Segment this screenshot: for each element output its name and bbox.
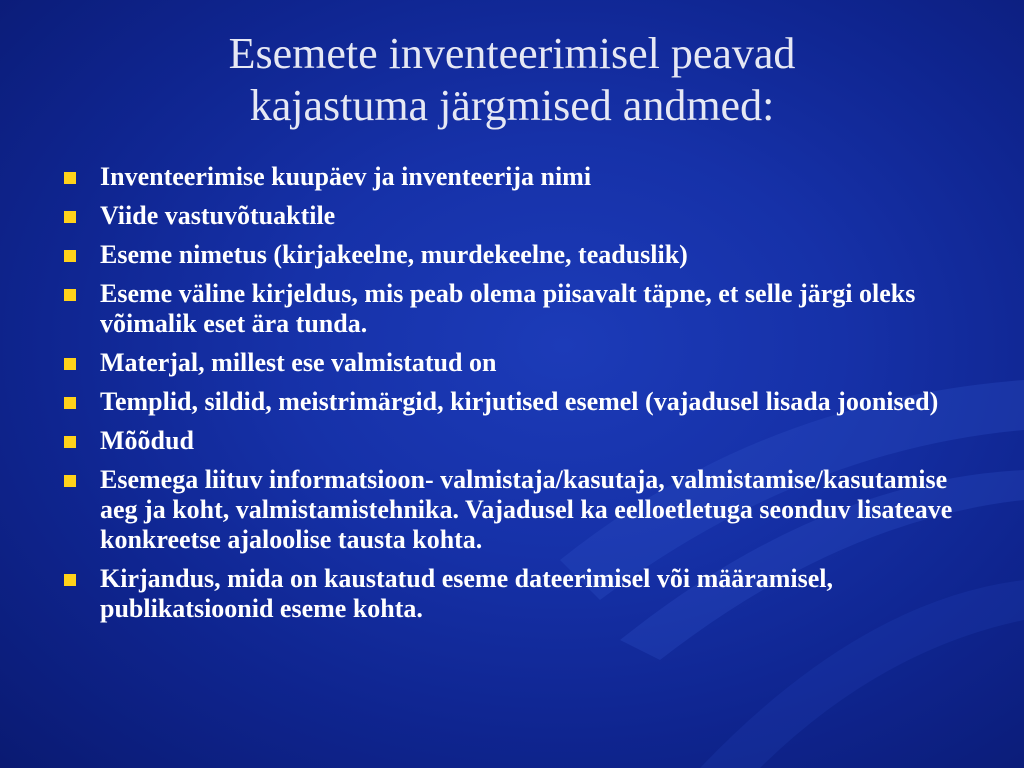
square-bullet-icon (64, 475, 76, 487)
bullet-text: Eseme väline kirjeldus, mis peab olema piisavalt täpne, et selle järgi oleks võimalik eset ära tunda. (100, 279, 916, 338)
bullet-text: Viide vastuvõtuaktile (100, 201, 336, 230)
bullet-list (60, 162, 980, 633)
square-bullet-icon (64, 172, 76, 184)
square-bullet-icon (64, 289, 76, 301)
slide-title-line-1: Esemete inventeerimisel peavad (228, 29, 796, 78)
square-bullet-icon (64, 574, 76, 586)
square-bullet-icon (64, 397, 76, 409)
bullet-item (60, 426, 980, 456)
square-bullet-icon (64, 211, 76, 223)
bullet-text: Templid, sildid, meistrimärgid, kirjutised esemel (vajadusel lisada joonised) (100, 387, 939, 416)
bullet-text: Inventeerimise kuupäev ja inventeerija nimi (100, 162, 592, 191)
square-bullet-icon (64, 250, 76, 262)
slide-title (0, 28, 1024, 132)
bullet-item (60, 162, 980, 192)
square-bullet-icon (64, 358, 76, 370)
bullet-item (60, 201, 980, 231)
bullet-item (60, 240, 980, 270)
bullet-item (60, 279, 980, 339)
square-bullet-icon (64, 436, 76, 448)
bullet-text: Esemega liituv informatsioon- valmistaja/kasutaja, valmistamise/kasutamise aeg ja koht, valmistamistehnika. Vajadusel ka eelloetletuga seonduv lisateave konkreetse ajaloolise tausta kohta. (100, 465, 953, 554)
bullet-item (60, 348, 980, 378)
bullet-item (60, 387, 980, 417)
slide-title-line-2: kajastuma järgmised andmed: (249, 81, 775, 130)
bullet-text: Mõõdud (100, 426, 194, 455)
bullet-item (60, 564, 980, 624)
bullet-item (60, 465, 980, 555)
bullet-text: Materjal, millest ese valmistatud on (100, 348, 497, 377)
bullet-text: Eseme nimetus (kirjakeelne, murdekeelne, teaduslik) (100, 240, 688, 269)
bullet-text: Kirjandus, mida on kaustatud eseme dateerimisel või määramisel, publikatsioonid eseme kohta. (100, 564, 834, 623)
